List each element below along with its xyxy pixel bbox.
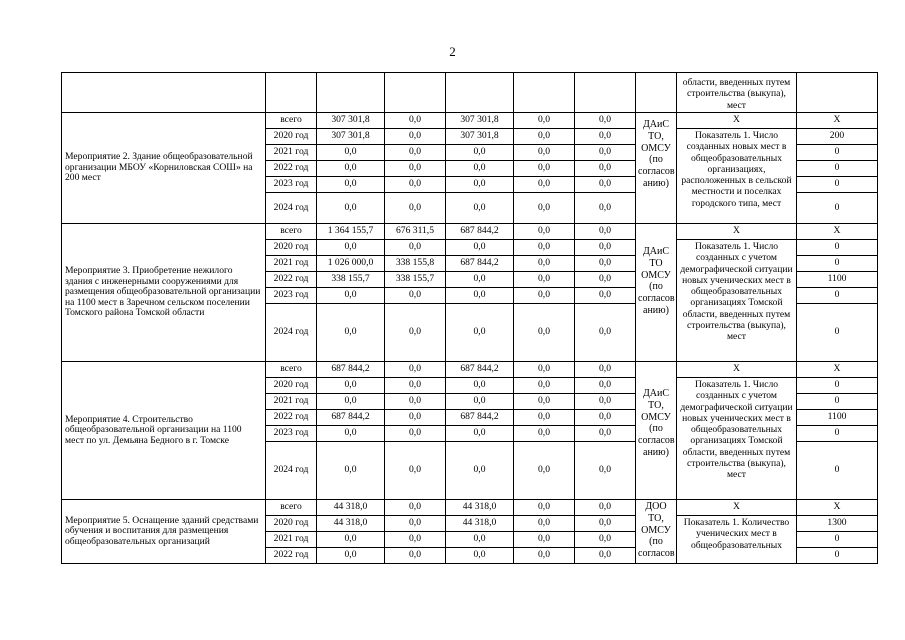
indicator-text: Показатель 1. Число созданных с учетом демографической ситуации новых ученических мест в общеобразовательных организациях Томской области, введенных путем строительства (выкупа), мест [677, 378, 797, 500]
regional-value: 687 844,2 [446, 256, 514, 272]
federal-value: 0,0 [385, 288, 446, 304]
regional-value: 44 318,0 [446, 516, 514, 532]
regional-value: 0,0 [446, 304, 514, 362]
year-cell: 2024 год [266, 442, 317, 500]
total-value: 687 844,2 [317, 410, 385, 426]
executor: ДАиС ТО, ОМСУ (по согласов анию) [636, 362, 677, 500]
local-value: 0,0 [514, 304, 575, 362]
other-value: 0,0 [575, 516, 636, 532]
other-value: 0,0 [575, 145, 636, 161]
total-value: 44 318,0 [317, 500, 385, 516]
year-cell: 2020 год [266, 516, 317, 532]
year-cell: 2021 год [266, 256, 317, 272]
indicator-text: Показатель 1. Число созданных с учетом демографической ситуации новых ученических мест в общеобразовательных организациях Томской области, введенных путем строительства (выкупа), мест [677, 240, 797, 362]
local-value: 0,0 [514, 145, 575, 161]
federal-value: 0,0 [385, 426, 446, 442]
total-value: 0,0 [317, 532, 385, 548]
regional-value: 307 301,8 [446, 129, 514, 145]
target-value: 0 [797, 304, 878, 362]
regional-value: 307 301,8 [446, 113, 514, 129]
local-value: 0,0 [514, 288, 575, 304]
federal-value: 0,0 [385, 442, 446, 500]
activities-table [61, 72, 878, 564]
local-value: 0,0 [514, 516, 575, 532]
target-value: Х [797, 113, 878, 129]
target-value: Х [797, 362, 878, 378]
federal-value: 0,0 [385, 304, 446, 362]
local-value: 0,0 [514, 240, 575, 256]
local-value: 0,0 [514, 113, 575, 129]
table-row [62, 362, 878, 378]
target-value: 0 [797, 288, 878, 304]
indicator-text: Показатель 1. Число созданных новых мест в общеобразовательных организациях, расположенных в сельской местности и поселках городского типа, мест [677, 129, 797, 224]
regional-value: 0,0 [446, 272, 514, 288]
other-value: 0,0 [575, 288, 636, 304]
other-value: 0,0 [575, 256, 636, 272]
other-value: 0,0 [575, 240, 636, 256]
year-cell: 2021 год [266, 394, 317, 410]
other-value: 0,0 [575, 193, 636, 224]
total-value: 0,0 [317, 426, 385, 442]
indicator-x: Х [677, 362, 797, 378]
total-value: 307 301,8 [317, 113, 385, 129]
total-value: 0,0 [317, 548, 385, 564]
total-value: 687 844,2 [317, 362, 385, 378]
local-value: 0,0 [514, 129, 575, 145]
local-value: 0,0 [514, 410, 575, 426]
federal-value: 0,0 [385, 410, 446, 426]
federal-value: 0,0 [385, 161, 446, 177]
total-value: 307 301,8 [317, 129, 385, 145]
year-cell: 2020 год [266, 378, 317, 394]
target-value: 0 [797, 193, 878, 224]
local-value: 0,0 [514, 426, 575, 442]
year-cell: 2023 год [266, 426, 317, 442]
regional-value: 687 844,2 [446, 410, 514, 426]
federal-value: 0,0 [385, 548, 446, 564]
target-value: 1100 [797, 410, 878, 426]
federal-value: 0,0 [385, 177, 446, 193]
regional-value: 687 844,2 [446, 224, 514, 240]
table-row [62, 224, 878, 240]
local-value: 0,0 [514, 442, 575, 500]
other-value: 0,0 [575, 442, 636, 500]
year-cell: 2023 год [266, 177, 317, 193]
federal-value: 0,0 [385, 394, 446, 410]
other-value: 0,0 [575, 500, 636, 516]
year-cell: всего [266, 113, 317, 129]
federal-value: 0,0 [385, 113, 446, 129]
regional-value: 0,0 [446, 548, 514, 564]
total-value: 0,0 [317, 394, 385, 410]
executor: ДАиС ТО, ОМСУ (по согласов анию) [636, 113, 677, 224]
other-value: 0,0 [575, 410, 636, 426]
year-cell: всего [266, 224, 317, 240]
indicator-x: Х [677, 500, 797, 516]
local-value: 0,0 [514, 193, 575, 224]
year-cell: 2021 год [266, 145, 317, 161]
regional-value: 0,0 [446, 394, 514, 410]
regional-value: 0,0 [446, 161, 514, 177]
other-value: 0,0 [575, 177, 636, 193]
federal-value: 0,0 [385, 362, 446, 378]
federal-value: 0,0 [385, 378, 446, 394]
other-value: 0,0 [575, 304, 636, 362]
year-cell: 2020 год [266, 129, 317, 145]
total-value: 0,0 [317, 193, 385, 224]
total-value: 0,0 [317, 145, 385, 161]
indicator-x: Х [677, 224, 797, 240]
other-value: 0,0 [575, 378, 636, 394]
target-value: 0 [797, 532, 878, 548]
indicator-continuation: области, введенных путем строительства (выкупа), мест [677, 73, 797, 113]
total-value: 338 155,7 [317, 272, 385, 288]
other-value: 0,0 [575, 394, 636, 410]
local-value: 0,0 [514, 224, 575, 240]
other-value: 0,0 [575, 548, 636, 564]
federal-value: 338 155,7 [385, 272, 446, 288]
executor: ДОО ТО, ОМСУ (по согласов [636, 500, 677, 564]
target-value: 0 [797, 240, 878, 256]
regional-value: 0,0 [446, 240, 514, 256]
target-value: 0 [797, 378, 878, 394]
year-cell: всего [266, 362, 317, 378]
regional-value: 0,0 [446, 145, 514, 161]
local-value: 0,0 [514, 362, 575, 378]
other-value: 0,0 [575, 113, 636, 129]
other-value: 0,0 [575, 362, 636, 378]
regional-value: 0,0 [446, 288, 514, 304]
other-value: 0,0 [575, 426, 636, 442]
page-number: 2 [449, 44, 456, 59]
executor: ДАиС ТО ОМСУ (по согласов анию) [636, 224, 677, 362]
year-cell: всего [266, 500, 317, 516]
target-value: 1100 [797, 272, 878, 288]
activity-name: Мероприятие 3. Приобретение нежилого здания с инженерными сооружениями для размещения общеобразовательной организации на 1100 мест в Заречном сельском поселении Томского района Томской области [62, 224, 266, 362]
continuation-row [62, 73, 878, 113]
federal-value: 0,0 [385, 500, 446, 516]
federal-value: 0,0 [385, 516, 446, 532]
table-row [62, 500, 878, 516]
other-value: 0,0 [575, 161, 636, 177]
year-cell: 2024 год [266, 304, 317, 362]
regional-value: 0,0 [446, 442, 514, 500]
regional-value: 687 844,2 [446, 362, 514, 378]
target-value: 0 [797, 426, 878, 442]
year-cell: 2022 год [266, 161, 317, 177]
local-value: 0,0 [514, 256, 575, 272]
local-value: 0,0 [514, 500, 575, 516]
local-value: 0,0 [514, 532, 575, 548]
target-value: 1300 [797, 516, 878, 532]
federal-value: 0,0 [385, 129, 446, 145]
federal-value: 0,0 [385, 240, 446, 256]
target-value: Х [797, 500, 878, 516]
target-value: 0 [797, 177, 878, 193]
federal-value: 0,0 [385, 532, 446, 548]
local-value: 0,0 [514, 548, 575, 564]
activity-name: Мероприятие 5. Оснащение зданий средствами обучения и воспитания для размещения общеобразовательных организаций [62, 500, 266, 564]
other-value: 0,0 [575, 532, 636, 548]
total-value: 1 364 155,7 [317, 224, 385, 240]
federal-value: 676 311,5 [385, 224, 446, 240]
year-cell: 2020 год [266, 240, 317, 256]
federal-value: 0,0 [385, 145, 446, 161]
target-value: 0 [797, 161, 878, 177]
target-value: Х [797, 224, 878, 240]
total-value: 0,0 [317, 288, 385, 304]
total-value: 0,0 [317, 161, 385, 177]
year-cell: 2024 год [266, 193, 317, 224]
total-value: 1 026 000,0 [317, 256, 385, 272]
table-row [62, 113, 878, 129]
year-cell: 2023 год [266, 288, 317, 304]
regional-value: 0,0 [446, 532, 514, 548]
year-cell: 2021 год [266, 532, 317, 548]
federal-value: 338 155,8 [385, 256, 446, 272]
activity-name: Мероприятие 2. Здание общеобразовательной организации МБОУ «Корниловская СОШ» на 200 мест [62, 113, 266, 224]
local-value: 0,0 [514, 378, 575, 394]
indicator-text: Показатель 1. Количество ученических мест в общеобразовательных [677, 516, 797, 564]
local-value: 0,0 [514, 161, 575, 177]
regional-value: 0,0 [446, 426, 514, 442]
year-cell: 2022 год [266, 272, 317, 288]
regional-value: 0,0 [446, 193, 514, 224]
total-value: 0,0 [317, 378, 385, 394]
local-value: 0,0 [514, 272, 575, 288]
total-value: 0,0 [317, 442, 385, 500]
other-value: 0,0 [575, 224, 636, 240]
local-value: 0,0 [514, 394, 575, 410]
total-value: 44 318,0 [317, 516, 385, 532]
target-value: 0 [797, 394, 878, 410]
activity-name: Мероприятие 4. Строительство общеобразовательной организации на 1100 мест по ул. Демьяна Бедного в г. Томске [62, 362, 266, 500]
other-value: 0,0 [575, 129, 636, 145]
other-value: 0,0 [575, 272, 636, 288]
target-value: 0 [797, 442, 878, 500]
target-value: 0 [797, 256, 878, 272]
target-value: 0 [797, 145, 878, 161]
total-value: 0,0 [317, 177, 385, 193]
federal-value: 0,0 [385, 193, 446, 224]
total-value: 0,0 [317, 304, 385, 362]
target-value: 200 [797, 129, 878, 145]
regional-value: 0,0 [446, 378, 514, 394]
local-value: 0,0 [514, 177, 575, 193]
regional-value: 44 318,0 [446, 500, 514, 516]
year-cell: 2022 год [266, 410, 317, 426]
regional-value: 0,0 [446, 177, 514, 193]
indicator-x: Х [677, 113, 797, 129]
year-cell: 2022 год [266, 548, 317, 564]
target-value: 0 [797, 548, 878, 564]
total-value: 0,0 [317, 240, 385, 256]
